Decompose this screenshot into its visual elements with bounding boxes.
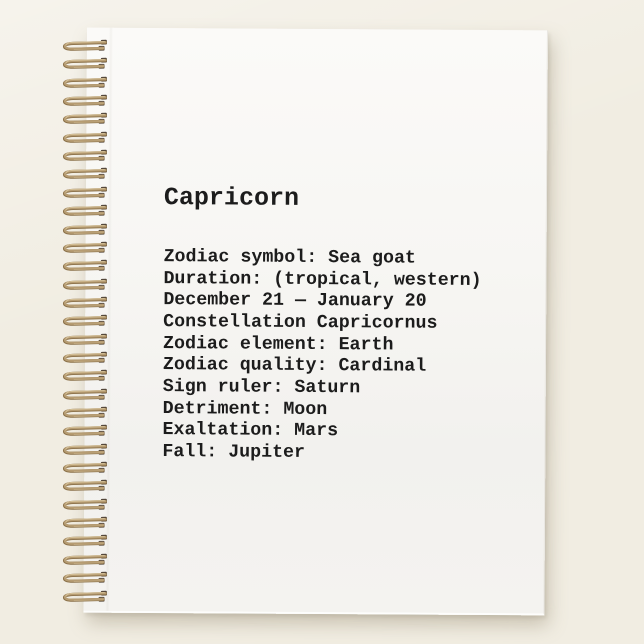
binding-coil xyxy=(60,332,110,347)
zodiac-fact-line: December 21 — January 20 xyxy=(163,290,427,312)
binding-coil xyxy=(60,130,110,145)
binding-coil xyxy=(60,185,110,200)
zodiac-fact-line: Detriment: Moon xyxy=(162,398,328,420)
binding-coil xyxy=(60,57,110,72)
zodiac-facts-list xyxy=(162,247,481,466)
binding-coil xyxy=(60,112,110,127)
page-title: Capricorn xyxy=(163,183,300,213)
spiral-binding xyxy=(60,39,112,614)
zodiac-fact-line: Zodiac element: Earth xyxy=(163,333,394,356)
binding-coil xyxy=(60,240,110,255)
binding-coil xyxy=(60,460,110,475)
binding-coil xyxy=(60,589,110,604)
zodiac-fact-line: Exaltation: Mars xyxy=(162,420,339,442)
binding-coil xyxy=(60,442,110,457)
binding-coil xyxy=(60,515,110,530)
binding-coil xyxy=(60,369,110,384)
zodiac-fact-line: Sign ruler: Saturn xyxy=(162,376,361,399)
binding-coil xyxy=(60,75,110,90)
binding-coil xyxy=(60,424,110,439)
binding-coil xyxy=(60,93,110,108)
binding-coil xyxy=(60,222,110,237)
binding-coil xyxy=(60,497,110,512)
binding-coil xyxy=(60,259,110,274)
binding-coil xyxy=(60,387,110,402)
binding-coil xyxy=(60,277,110,292)
binding-coil xyxy=(60,148,110,163)
binding-coil xyxy=(60,479,110,494)
binding-coil xyxy=(60,38,110,53)
binding-coil xyxy=(60,167,110,182)
zodiac-fact-line: Zodiac quality: Cardinal xyxy=(162,355,427,377)
binding-coil xyxy=(60,570,110,585)
zodiac-fact-line: Duration: (tropical, western) xyxy=(163,268,482,291)
binding-coil xyxy=(60,552,110,567)
binding-coil xyxy=(60,203,110,218)
binding-coil xyxy=(60,314,110,329)
binding-coil xyxy=(60,295,110,310)
zodiac-fact-line: Fall: Jupiter xyxy=(162,441,306,463)
zodiac-fact-line: Zodiac symbol: Sea goat xyxy=(163,247,416,269)
binding-coil xyxy=(60,350,110,365)
zodiac-fact-line: Constellation Capricornus xyxy=(163,312,438,334)
binding-coil xyxy=(60,534,110,549)
planner-page xyxy=(83,28,548,616)
binding-coil xyxy=(60,405,110,420)
